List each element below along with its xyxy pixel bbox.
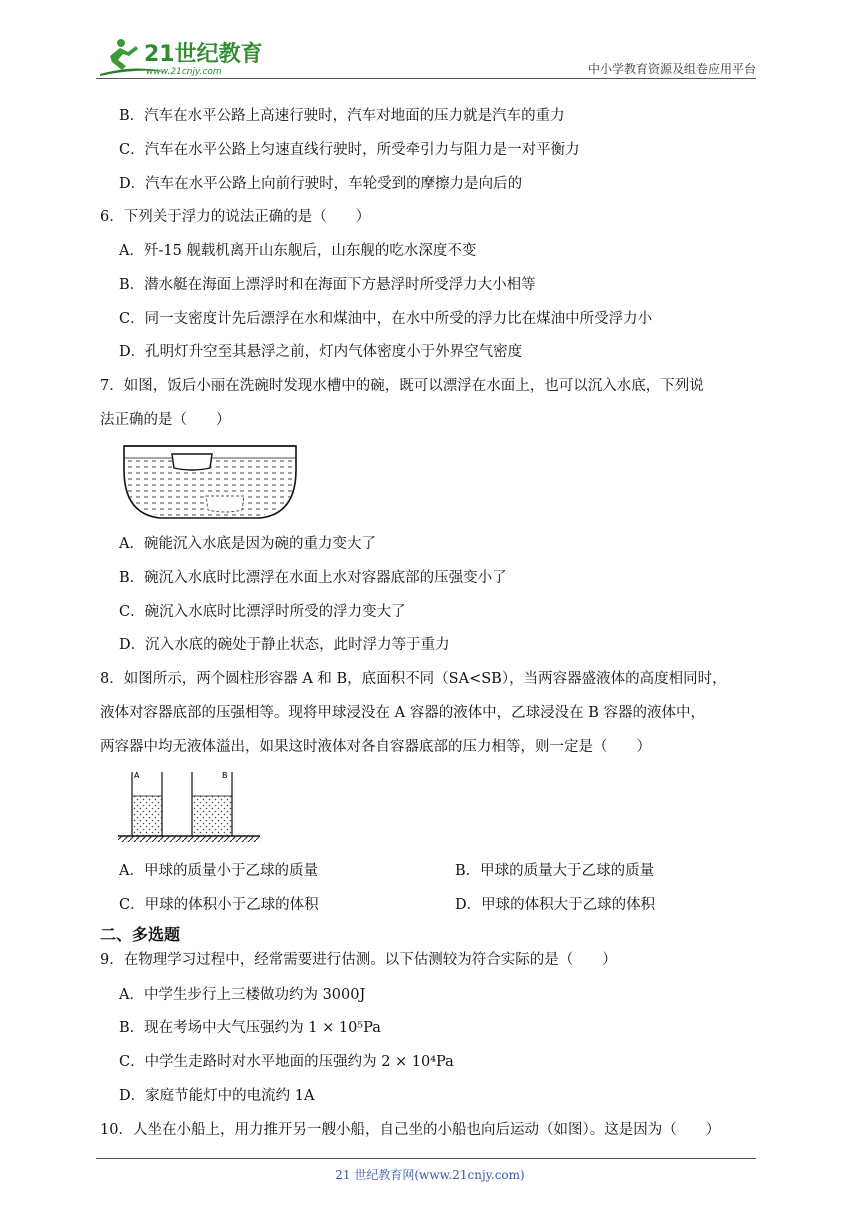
q9-option-b: B．现在考场中大气压强约为 1 × 10⁵Pa xyxy=(119,1020,381,1036)
q8-stem-line1: 8．如图所示，两个圆柱形容器 A 和 B，底面积不同（SA<SB），当两容器盛液体的高度相同时， xyxy=(100,671,727,687)
cylinders-figure xyxy=(118,768,260,844)
platform-name: 中小学教育资源及组卷应用平台 xyxy=(587,62,756,76)
svg-text:www.21cnjy.com: www.21cnjy.com xyxy=(146,67,222,77)
q8-option-d: D．甲球的体积大于乙球的体积 xyxy=(455,897,656,913)
q8-option-a: A．甲球的质量小于乙球的质量 xyxy=(119,863,318,879)
q7-option-c: C．碗沉入水底时比漂浮时所受的浮力变大了 xyxy=(119,604,406,620)
q8-option-b: B．甲球的质量大于乙球的质量 xyxy=(455,863,655,879)
q7-option-a: A．碗能沉入水底是因为碗的重力变大了 xyxy=(119,536,376,552)
q8-stem-line2: 液体对容器底部的压强相等。现将甲球浸没在 A 容器的液体中，乙球浸没在 B 容器的液体中， xyxy=(100,705,706,721)
footer-divider xyxy=(96,1158,756,1159)
page-footer: 21 世纪教育网(www.21cnjy.com) xyxy=(335,1168,525,1182)
page-header xyxy=(96,30,756,82)
q5-option-d: D．汽车在水平公路上向前行驶时，车轮受到的摩擦力是向后的 xyxy=(119,176,523,192)
q9-stem: 9．在物理学习过程中，经常需要进行估测。以下估测较为符合实际的是（ ） xyxy=(100,952,617,968)
q7-stem-line2: 法正确的是（ ） xyxy=(100,412,231,428)
q6-option-c: C．同一支密度计先后漂浮在水和煤油中，在水中所受的浮力比在煤油中所受浮力小 xyxy=(119,311,653,327)
q9-option-d: D．家庭节能灯中的电流约 1A xyxy=(119,1088,315,1104)
svg-text:21世纪教育: 21世纪教育 xyxy=(144,42,263,67)
header-divider xyxy=(96,78,756,79)
section-heading: 二、多选题 xyxy=(100,925,181,944)
site-logo xyxy=(96,34,266,78)
q10-stem: 10．人坐在小船上，用力推开另一艘小船，自己坐的小船也向后运动（如图）。这是因为（ ） xyxy=(100,1122,721,1138)
q5-option-c: C．汽车在水平公路上匀速直线行驶时，所受牵引力与阻力是一对平衡力 xyxy=(119,142,580,158)
q8-option-c: C．甲球的体积小于乙球的体积 xyxy=(119,897,319,913)
q6-option-a: A．歼-15 舰载机离开山东舰后，山东舰的吃水深度不变 xyxy=(119,243,477,259)
svg-text:A: A xyxy=(134,771,140,780)
q7-stem-line1: 7．如图，饭后小丽在洗碗时发现水槽中的碗，既可以漂浮在水面上，也可以沉入水底，下列说 xyxy=(100,378,704,394)
svg-text:B: B xyxy=(222,771,228,780)
sink-bowl-figure xyxy=(120,440,300,522)
q7-option-d: D．沉入水底的碗处于静止状态，此时浮力等于重力 xyxy=(119,637,450,653)
q9-option-a: A．中学生步行上三楼做功约为 3000J xyxy=(119,987,366,1003)
q6-option-b: B．潜水艇在海面上漂浮时和在海面下方悬浮时所受浮力大小相等 xyxy=(119,277,536,293)
q8-stem-line3: 两容器中均无液体溢出，如果这时液体对各自容器底部的压力相等，则一定是（ ） xyxy=(100,739,651,755)
q7-option-b: B．碗沉入水底时比漂浮在水面上水对容器底部的压强变小了 xyxy=(119,570,507,586)
q9-option-c: C．中学生走路时对水平地面的压强约为 2 × 10⁴Pa xyxy=(119,1054,454,1070)
q5-option-b: B．汽车在水平公路上高速行驶时，汽车对地面的压力就是汽车的重力 xyxy=(119,108,565,124)
q6-stem: 6．下列关于浮力的说法正确的是（ ） xyxy=(100,209,371,225)
q6-option-d: D．孔明灯升空至其悬浮之前，灯内气体密度小于外界空气密度 xyxy=(119,344,523,360)
